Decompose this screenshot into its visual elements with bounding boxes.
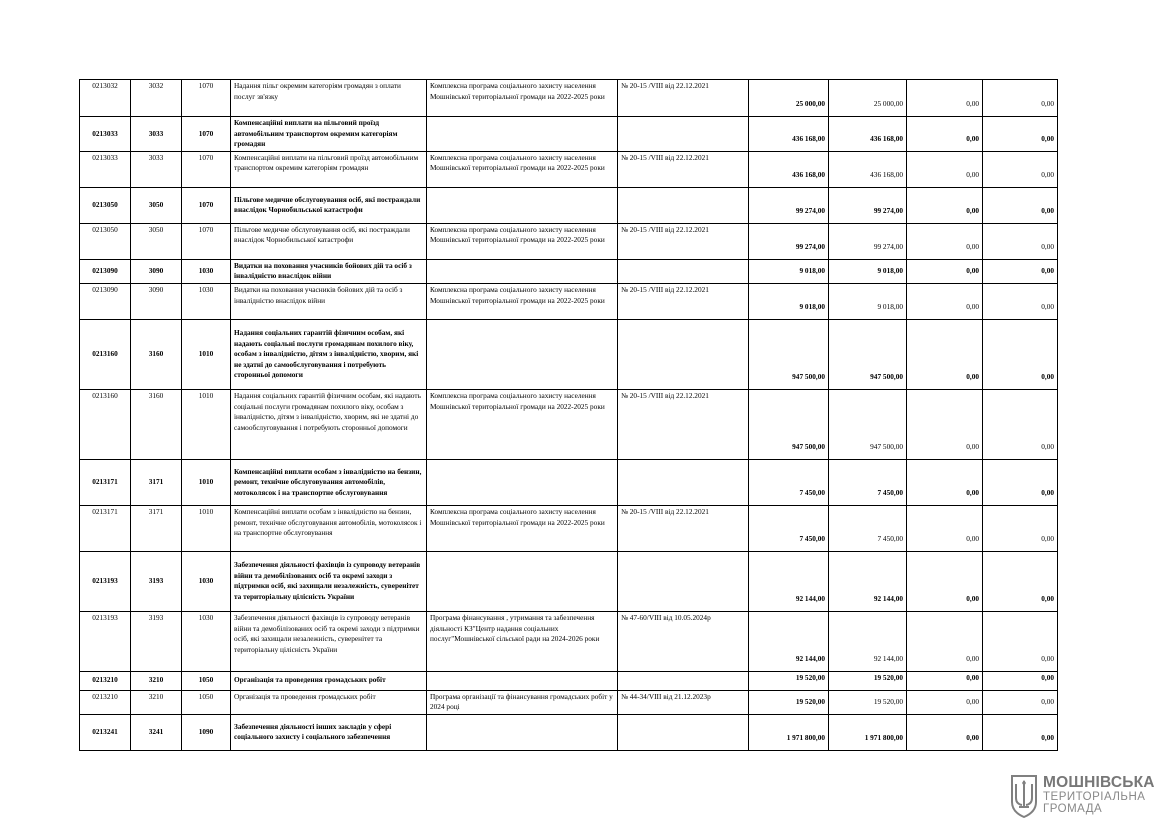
special-fund: 0,00	[907, 283, 983, 319]
expense-name: Видатки на поховання учасників бойових дій та осіб з інвалідністю внаслідок війни	[231, 259, 427, 283]
decision-ref: № 20-15 /VIII від 22.12.2021	[618, 80, 749, 117]
function-code: 3171	[131, 505, 182, 551]
development-budget: 0,00	[983, 389, 1058, 459]
special-fund: 0,00	[907, 80, 983, 117]
table-row	[80, 505, 1058, 551]
function-code: 3090	[131, 259, 182, 283]
budget-code: 0213171	[80, 459, 131, 505]
total-amount: 947 500,00	[749, 389, 829, 459]
decision-ref	[618, 551, 749, 611]
total-amount: 9 018,00	[749, 259, 829, 283]
program-name: Програма фінансування , утримання та забезпечення діяльності КЗ"Центр надання соціальних послуг"Мошнівської сільської ради на 2024-2026 роки	[427, 611, 618, 671]
general-fund: 7 450,00	[829, 505, 907, 551]
special-fund: 0,00	[907, 389, 983, 459]
special-fund: 0,00	[907, 117, 983, 152]
community-logo	[1010, 774, 1155, 820]
function-code: 3210	[131, 671, 182, 690]
expense-name: Компенсаційні виплати на пільговий проїзд автомобільним транспортом окремим категоріям громадян	[231, 151, 427, 187]
decision-ref: № 47-60/VIII від 10.05.2024р	[618, 611, 749, 671]
function-code: 3050	[131, 223, 182, 259]
general-fund: 9 018,00	[829, 259, 907, 283]
special-fund: 0,00	[907, 671, 983, 690]
decision-ref	[618, 319, 749, 389]
development-budget: 0,00	[983, 551, 1058, 611]
function-code: 3033	[131, 117, 182, 152]
classification-code: 1010	[182, 389, 231, 459]
decision-ref: № 20-15 /VIII від 22.12.2021	[618, 151, 749, 187]
program-name: Комплексна програма соціального захисту населення Мошнівської територіальної громади на 2022-2025 роки	[427, 283, 618, 319]
budget-code: 0213160	[80, 319, 131, 389]
budget-code: 0213050	[80, 187, 131, 223]
expense-name: Надання пільг окремим категоріям громадян з оплати послуг зв'язку	[231, 80, 427, 117]
budget-code: 0213241	[80, 714, 131, 750]
table-row	[80, 389, 1058, 459]
function-code: 3193	[131, 551, 182, 611]
development-budget: 0,00	[983, 80, 1058, 117]
budget-code: 0213193	[80, 611, 131, 671]
general-fund: 19 520,00	[829, 671, 907, 690]
general-fund: 1 971 800,00	[829, 714, 907, 750]
classification-code: 1050	[182, 671, 231, 690]
total-amount: 92 144,00	[749, 551, 829, 611]
logo-subtitle-line-2: ГРОМАДА	[1043, 803, 1103, 815]
general-fund: 947 500,00	[829, 389, 907, 459]
decision-ref	[618, 187, 749, 223]
function-code: 3050	[131, 187, 182, 223]
decision-ref	[618, 459, 749, 505]
general-fund: 19 520,00	[829, 690, 907, 714]
budget-code: 0213090	[80, 283, 131, 319]
decision-ref	[618, 117, 749, 152]
program-name	[427, 671, 618, 690]
development-budget: 0,00	[983, 259, 1058, 283]
expense-name: Компенсаційні виплати особам з інвалідністю на бензин, ремонт, технічне обслуговування автомобілів, мотоколясок і на транспортне обслуговування	[231, 505, 427, 551]
expense-name: Забезпечення діяльності інших закладів у сфері соціального захисту і соціального забезпечення	[231, 714, 427, 750]
budget-code: 0213210	[80, 690, 131, 714]
budget-code: 0213171	[80, 505, 131, 551]
table-row	[80, 151, 1058, 187]
classification-code: 1090	[182, 714, 231, 750]
special-fund: 0,00	[907, 714, 983, 750]
total-amount: 1 971 800,00	[749, 714, 829, 750]
decision-ref: № 20-15 /VIII від 22.12.2021	[618, 505, 749, 551]
development-budget: 0,00	[983, 283, 1058, 319]
total-amount: 99 274,00	[749, 187, 829, 223]
special-fund: 0,00	[907, 611, 983, 671]
decision-ref	[618, 259, 749, 283]
development-budget: 0,00	[983, 319, 1058, 389]
development-budget: 0,00	[983, 151, 1058, 187]
budget-code: 0213033	[80, 117, 131, 152]
budget-code: 0213160	[80, 389, 131, 459]
program-name	[427, 551, 618, 611]
summary-row	[80, 459, 1058, 505]
decision-ref	[618, 714, 749, 750]
special-fund: 0,00	[907, 319, 983, 389]
program-name	[427, 259, 618, 283]
classification-code: 1030	[182, 611, 231, 671]
program-name: Програма організації та фінансування громадських робіт у 2024 році	[427, 690, 618, 714]
decision-ref: № 20-15 /VIII від 22.12.2021	[618, 223, 749, 259]
total-amount: 99 274,00	[749, 223, 829, 259]
budget-code: 0213033	[80, 151, 131, 187]
logo-subtitle-line-1: ТЕРИТОРІАЛЬНА	[1043, 791, 1146, 803]
summary-row	[80, 187, 1058, 223]
expense-name: Забезпечення діяльності фахівців із супроводу ветеранів війни та демобілізованих осіб та окремі заходи з підтримки осіб, які захищали незалежність, суверенітет та територіальну цілісність України	[231, 551, 427, 611]
development-budget: 0,00	[983, 505, 1058, 551]
program-name	[427, 319, 618, 389]
special-fund: 0,00	[907, 151, 983, 187]
decision-ref: № 20-15 /VIII від 22.12.2021	[618, 283, 749, 319]
program-name: Комплексна програма соціального захисту населення Мошнівської територіальної громади на 2022-2025 роки	[427, 505, 618, 551]
table-row	[80, 80, 1058, 117]
total-amount: 9 018,00	[749, 283, 829, 319]
development-budget: 0,00	[983, 117, 1058, 152]
function-code: 3032	[131, 80, 182, 117]
function-code: 3160	[131, 319, 182, 389]
special-fund: 0,00	[907, 690, 983, 714]
development-budget: 0,00	[983, 187, 1058, 223]
function-code: 3171	[131, 459, 182, 505]
general-fund: 9 018,00	[829, 283, 907, 319]
table-row	[80, 223, 1058, 259]
decision-ref: № 44-34/VIII від 21.12.2023р	[618, 690, 749, 714]
expense-name: Пільгове медичне обслуговування осіб, які постраждали внаслідок Чорнобильської катастрофи	[231, 187, 427, 223]
expense-name: Надання соціальних гарантій фізичним особам, які надають соціальні послуги громадянам похилого віку, особам з інвалідністю, дітям з інвалідністю, хворим, які не здатні до самообслуговування і потребують сторонньої допомоги	[231, 389, 427, 459]
classification-code: 1010	[182, 505, 231, 551]
budget-code: 0213050	[80, 223, 131, 259]
summary-row	[80, 551, 1058, 611]
total-amount: 25 000,00	[749, 80, 829, 117]
special-fund: 0,00	[907, 187, 983, 223]
program-name	[427, 714, 618, 750]
logo-title: МОШНІВСЬКА	[1043, 774, 1155, 791]
budget-code: 0213193	[80, 551, 131, 611]
general-fund: 92 144,00	[829, 551, 907, 611]
expense-name: Надання соціальних гарантій фізичним особам, які надають соціальні послуги громадянам похилого віку, особам з інвалідністю, дітям з інвалідністю, хворим, які не здатні до самообслуговування і потребують сторонньої допомоги	[231, 319, 427, 389]
summary-row	[80, 714, 1058, 750]
special-fund: 0,00	[907, 259, 983, 283]
special-fund: 0,00	[907, 459, 983, 505]
development-budget: 0,00	[983, 690, 1058, 714]
total-amount: 436 168,00	[749, 151, 829, 187]
classification-code: 1010	[182, 319, 231, 389]
summary-row	[80, 117, 1058, 152]
classification-code: 1070	[182, 80, 231, 117]
classification-code: 1050	[182, 690, 231, 714]
program-name	[427, 459, 618, 505]
general-fund: 436 168,00	[829, 151, 907, 187]
program-name: Комплексна програма соціального захисту населення Мошнівської територіальної громади на 2022-2025 роки	[427, 80, 618, 117]
summary-row	[80, 259, 1058, 283]
total-amount: 19 520,00	[749, 690, 829, 714]
classification-code: 1030	[182, 259, 231, 283]
total-amount: 947 500,00	[749, 319, 829, 389]
classification-code: 1030	[182, 283, 231, 319]
expense-name: Видатки на поховання учасників бойових дій та осіб з інвалідністю внаслідок війни	[231, 283, 427, 319]
function-code: 3090	[131, 283, 182, 319]
general-fund: 92 144,00	[829, 611, 907, 671]
general-fund: 7 450,00	[829, 459, 907, 505]
development-budget: 0,00	[983, 611, 1058, 671]
function-code: 3241	[131, 714, 182, 750]
general-fund: 25 000,00	[829, 80, 907, 117]
total-amount: 92 144,00	[749, 611, 829, 671]
logo-subtitle	[1043, 791, 1145, 815]
general-fund: 436 168,00	[829, 117, 907, 152]
total-amount: 7 450,00	[749, 505, 829, 551]
classification-code: 1070	[182, 151, 231, 187]
special-fund: 0,00	[907, 505, 983, 551]
budget-code: 0213090	[80, 259, 131, 283]
total-amount: 19 520,00	[749, 671, 829, 690]
total-amount: 7 450,00	[749, 459, 829, 505]
program-name: Комплексна програма соціального захисту населення Мошнівської територіальної громади на 2022-2025 роки	[427, 389, 618, 459]
classification-code: 1070	[182, 117, 231, 152]
expense-name: Забезпечення діяльності фахівців із супроводу ветеранів війни та демобілізованих осіб та окремі заходи з підтримки осіб, які захищали незалежність, суверенітет та територіальну цілісність України	[231, 611, 427, 671]
classification-code: 1030	[182, 551, 231, 611]
function-code: 3160	[131, 389, 182, 459]
summary-row	[80, 671, 1058, 690]
budget-table	[79, 79, 1058, 751]
development-budget: 0,00	[983, 671, 1058, 690]
general-fund: 99 274,00	[829, 187, 907, 223]
classification-code: 1010	[182, 459, 231, 505]
classification-code: 1070	[182, 187, 231, 223]
general-fund: 947 500,00	[829, 319, 907, 389]
development-budget: 0,00	[983, 714, 1058, 750]
function-code: 3210	[131, 690, 182, 714]
decision-ref: № 20-15 /VIII від 22.12.2021	[618, 389, 749, 459]
development-budget: 0,00	[983, 459, 1058, 505]
trident-icon	[1010, 774, 1038, 818]
expense-name: Компенсаційні виплати особам з інвалідністю на бензин, ремонт, технічне обслуговування автомобілів, мотоколясок і на транспортне обслуговування	[231, 459, 427, 505]
special-fund: 0,00	[907, 223, 983, 259]
expense-name: Компенсаційні виплати на пільговий проїзд автомобільним транспортом окремим категоріям громадян	[231, 117, 427, 152]
table-row	[80, 611, 1058, 671]
program-name	[427, 187, 618, 223]
program-name: Комплексна програма соціального захисту населення Мошнівської територіальної громади на 2022-2025 роки	[427, 223, 618, 259]
budget-code: 0213210	[80, 671, 131, 690]
function-code: 3033	[131, 151, 182, 187]
decision-ref	[618, 671, 749, 690]
budget-code: 0213032	[80, 80, 131, 117]
general-fund: 99 274,00	[829, 223, 907, 259]
table-row	[80, 690, 1058, 714]
special-fund: 0,00	[907, 551, 983, 611]
summary-row	[80, 319, 1058, 389]
classification-code: 1070	[182, 223, 231, 259]
program-name: Комплексна програма соціального захисту населення Мошнівської територіальної громади на 2022-2025 роки	[427, 151, 618, 187]
function-code: 3193	[131, 611, 182, 671]
expense-name: Організація та проведення громадських робіт	[231, 671, 427, 690]
development-budget: 0,00	[983, 223, 1058, 259]
total-amount: 436 168,00	[749, 117, 829, 152]
expense-name: Пільгове медичне обслуговування осіб, які постраждали внаслідок Чорнобильської катастрофи	[231, 223, 427, 259]
expense-name: Організація та проведення громадських робіт	[231, 690, 427, 714]
program-name	[427, 117, 618, 152]
table-row	[80, 283, 1058, 319]
